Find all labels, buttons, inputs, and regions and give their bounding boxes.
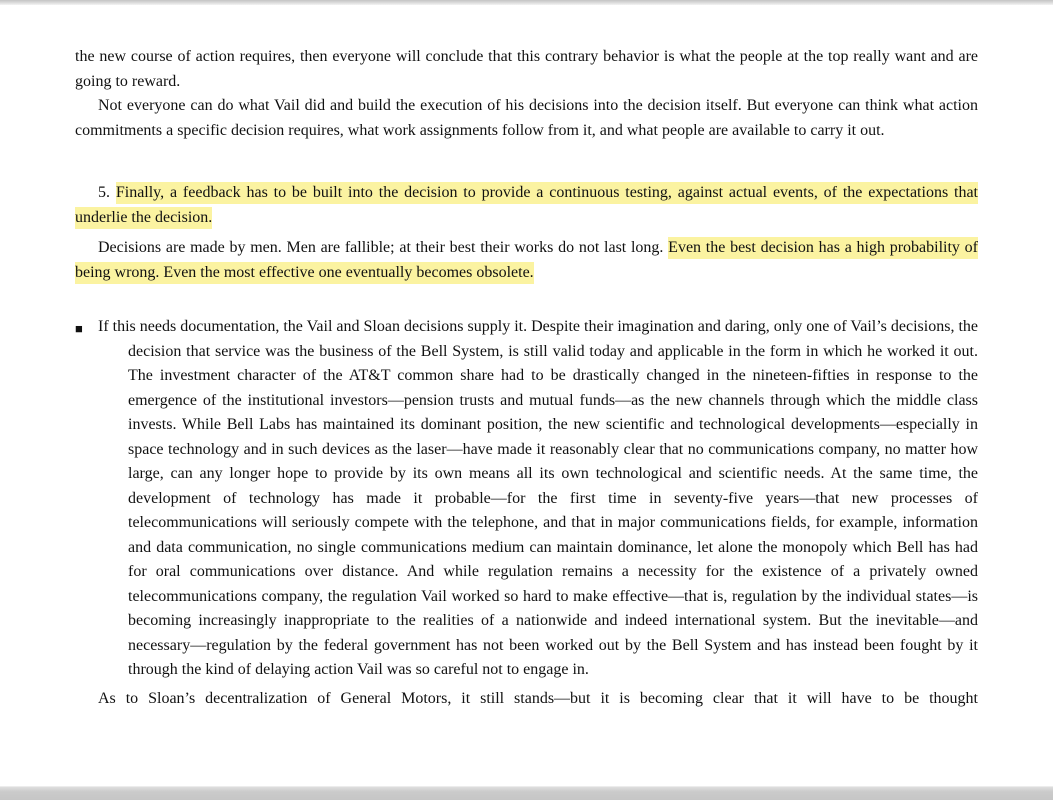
text-segment: If this needs documentation, the Vail and Sloan decisions supply it. Despite their imagination and daring, only one of Vail’s decisions, the decision that service was the business of the Bell System, is still valid today and applicable in the form in which he worked it out. The investment character of the AT&T common share had to be drastically changed in the nineteen-fifties in response to the emergence of the institutional investors—pension trusts and mutual funds—as the new channels through which the middle class invests. While Bell Labs has maintained its dominant position, the new scientific and technological developments—especially in space technology and in such devices as the laser—have made it reasonably clear that no communications company, no matter how large, can any longer hope to provide by its own means all its own technological and scientific needs. At the same time, the development of technology has made it probable—for the first time in seventy-five years—that new processes of telecommunications will seriously compete with the telephone, and that in major communications fields, for example, information and data communication, no single communications medium can maintain dominance, let alone the monopoly which Bell has had for oral communications over distance. And while regulation remains a necessity for the existence of a privately owned telecommunications company, the regulation Vail worked so hard to make effective—that is, regulation by the individual states—is becoming increasingly inappropriate to the realities of a nationwide and indeed international system. But the inevitable—and necessary—regulation by the federal government has not been worked out by the Bell System and has instead been fought by it through the kind of delaying action Vail was so careful not to engage in. [98,318,978,678]
window-bottom-edge [0,786,1053,800]
text-segment: Not everyone can do what Vail did and build the execution of his decisions into the decision itself. But everyone can think what action commitments a specific decision requires, what work assignments follow from it, and what people are available to carry it out. [75,97,978,139]
text-segment: 5. [98,184,116,201]
paragraph [75,236,978,285]
text-segment: Decisions are made by men. Men are fallible; at their best their works do not last long. [98,239,669,256]
paragraph [75,687,978,712]
highlighted-text: Finally, a feedback has to be built into the decision to provide a continuous testing, against actual events, of the expectations that underlie the decision. [75,182,978,229]
paragraph [75,45,978,94]
text-segment: the new course of action requires, then everyone will conclude that this contrary behavior is what the people at the top really want and are going to reward. [75,48,978,90]
text-content [0,5,1053,711]
text-segment: As to Sloan’s decentralization of General Motors, it still stands—but it is becoming clear that it will have to be thought [98,689,978,707]
highlighted-text: Even the best decision has a high probability of being wrong. Even the most effective one eventually becomes obsolete. [75,237,978,284]
paragraph [75,181,978,230]
square-bullet-icon: ■ [75,321,83,336]
paragraph [75,94,978,143]
bulleted-paragraph [75,315,978,683]
